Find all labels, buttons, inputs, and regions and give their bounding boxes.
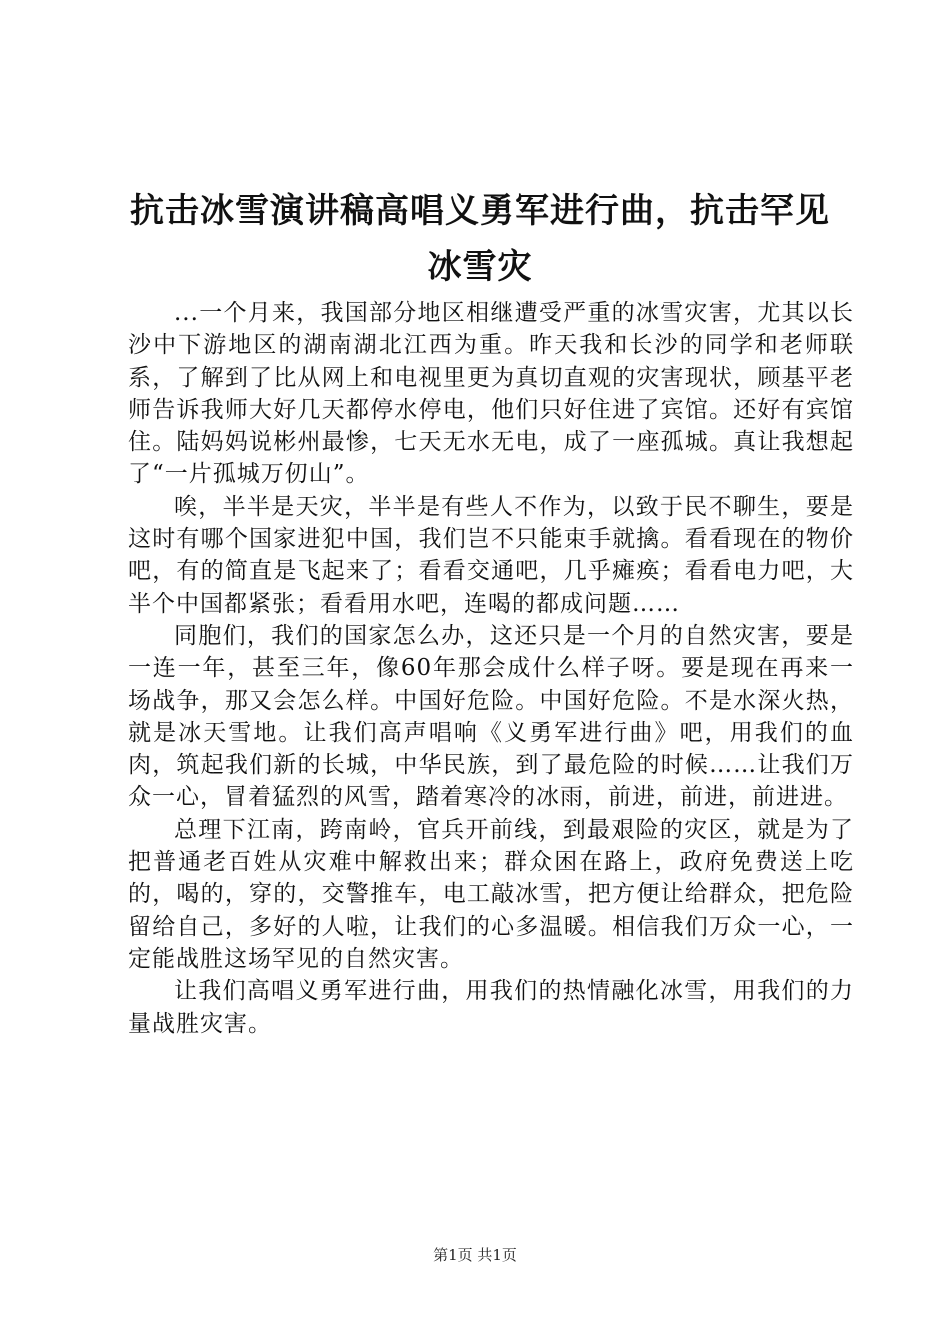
document-body — [128, 297, 854, 1040]
paragraph-5: 让我们高唱义勇军进行曲，用我们的热情融化冰雪，用我们的力量战胜灾害。 — [128, 978, 854, 1037]
paragraph-3: 同胞们，我们的国家怎么办，这还只是一个月的自然灾害，要是一连一年，甚至三年，像60年那会成什么样子呀。要是现在再来一场战争，那又会怎么样。中国好危险。中国好危险。不是水深火热，就是冰天雪地。让我们高声唱响《义勇军进行曲》吧，用我们的血肉，筑起我们新的长城，中华民族，到了最危险的时候……让我们万众一心，冒着猛烈的风雪，踏着寒冷的冰雨，前进，前进，前进进。 — [128, 622, 854, 811]
paragraph-2: 唉，半半是天灾，半半是有些人不作为，以致于民不聊生，要是这时有哪个国家进犯中国，我们岂不只能束手就擒。看看现在的物价吧，有的简直是飞起来了；看看交通吧，几乎瘫痪；看看电力吧，大半个中国都紧张；看看用水吧，连喝的都成问题…… — [128, 493, 854, 617]
paragraph-4: 总理下江南，跨南岭，官兵开前线，到最艰险的灾区，就是为了把普通老百姓从灾难中解救出来；群众困在路上，政府免费送上吃的，喝的，穿的，交警推车，电工敲冰雪，把方便让给群众，把危险留给自己，多好的人啦，让我们的心多温暖。相信我们万众一心，一定能战胜这场罕见的自然灾害。 — [128, 816, 854, 972]
document-title: 抗击冰雪演讲稿高唱义勇军进行曲，抗击罕见冰雪灾 — [130, 191, 830, 287]
paragraph-1: ...一个月来，我国部分地区相继遭受严重的冰雪灾害，尤其以长沙中下游地区的湖南湖北江西为重。昨天我和长沙的同学和老师联系，了解到了比从网上和电视里更为真切直观的灾害现状，顾基平老师告诉我师大好几天都停水停电，他们只好住进了宾馆。还好有宾馆住。陆妈妈说彬州最惨，七天无水无电，成了一座孤城。真让我想起了“一片孤城万仞山”。 — [128, 300, 854, 488]
page-footer: 第1页 共1页 — [433, 1246, 517, 1264]
